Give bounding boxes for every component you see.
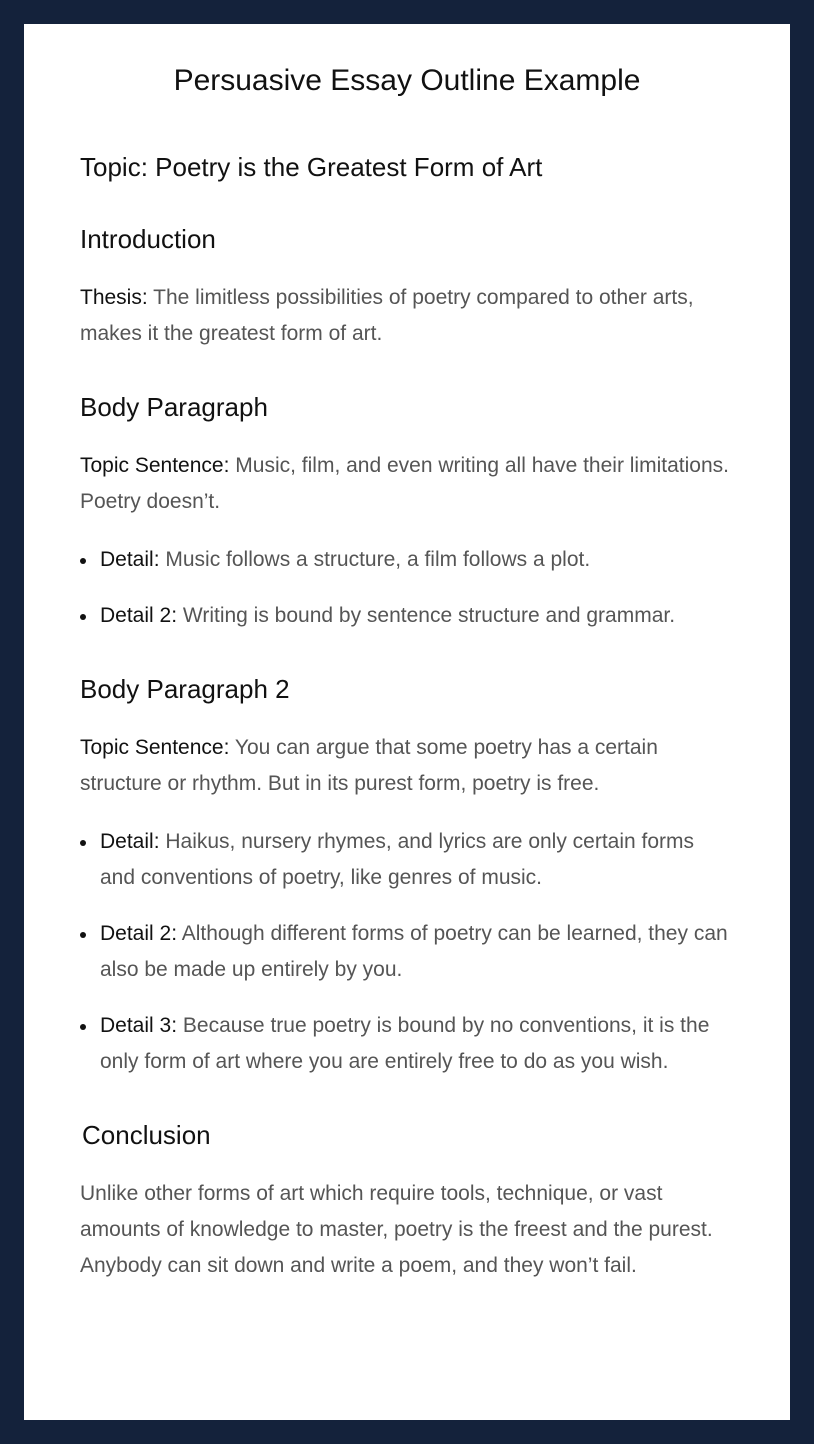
detail-label: Detail 2: bbox=[100, 922, 178, 945]
detail-label: Detail: bbox=[100, 830, 160, 853]
body-paragraph-2-heading: Body Paragraph 2 bbox=[80, 674, 290, 704]
bullet-icon bbox=[80, 558, 86, 564]
detail-item bbox=[80, 598, 734, 634]
topic-sentence-label: Topic Sentence: bbox=[80, 454, 230, 477]
detail-label: Detail 2: bbox=[100, 604, 178, 627]
detail-item bbox=[80, 542, 734, 578]
detail-text: Writing is bound by sentence structure and grammar. bbox=[177, 604, 676, 627]
thesis-label: Thesis: bbox=[80, 286, 148, 309]
detail-label: Detail: bbox=[100, 548, 160, 571]
detail-item bbox=[80, 916, 734, 988]
detail-label: Detail 3: bbox=[100, 1014, 178, 1037]
topic-heading: Topic: Poetry is the Greatest Form of Art bbox=[80, 152, 543, 182]
thesis-text: The limitless possibilities of poetry compared to other arts, makes it the greatest form of art. bbox=[80, 286, 694, 345]
page-title: Persuasive Essay Outline Example bbox=[173, 64, 641, 97]
conclusion-heading: Conclusion bbox=[82, 1120, 211, 1150]
detail-item bbox=[80, 1008, 734, 1080]
detail-text: Although different forms of poetry can be learned, they can also be made up entirely by you. bbox=[100, 922, 728, 981]
body-1-details-list bbox=[80, 542, 734, 634]
topic-sentence-label: Topic Sentence: bbox=[80, 736, 230, 759]
bullet-icon bbox=[80, 840, 86, 846]
topic-sentence-text: Music, film, and even writing all have their limitations. Poetry doesn’t. bbox=[80, 454, 729, 513]
bullet-icon bbox=[80, 932, 86, 938]
detail-text: Music follows a structure, a film follows a plot. bbox=[159, 548, 591, 571]
topic-sentence-text: You can argue that some poetry has a certain structure or rhythm. But in its purest form, poetry is free. bbox=[80, 736, 658, 795]
body-paragraph-1-heading: Body Paragraph bbox=[80, 392, 268, 422]
introduction-heading: Introduction bbox=[80, 224, 216, 254]
body-1-topic-sentence bbox=[80, 448, 734, 520]
thesis-paragraph bbox=[80, 280, 734, 352]
outline-card bbox=[24, 24, 790, 1420]
detail-item bbox=[80, 824, 734, 896]
conclusion-paragraph: Unlike other forms of art which require tools, technique, or vast amounts of knowledge to master, poetry is the freest and the purest. Anybody can sit down and write a poem, and they won’t fail. bbox=[80, 1182, 713, 1277]
bullet-icon bbox=[80, 1024, 86, 1030]
body-2-details-list bbox=[80, 824, 734, 1080]
detail-text: Because true poetry is bound by no conventions, it is the only form of art where you are entirely free to do as you wish. bbox=[100, 1014, 710, 1073]
body-2-topic-sentence bbox=[80, 730, 734, 802]
bullet-icon bbox=[80, 614, 86, 620]
detail-text: Haikus, nursery rhymes, and lyrics are only certain forms and conventions of poetry, like genres of music. bbox=[100, 830, 695, 889]
